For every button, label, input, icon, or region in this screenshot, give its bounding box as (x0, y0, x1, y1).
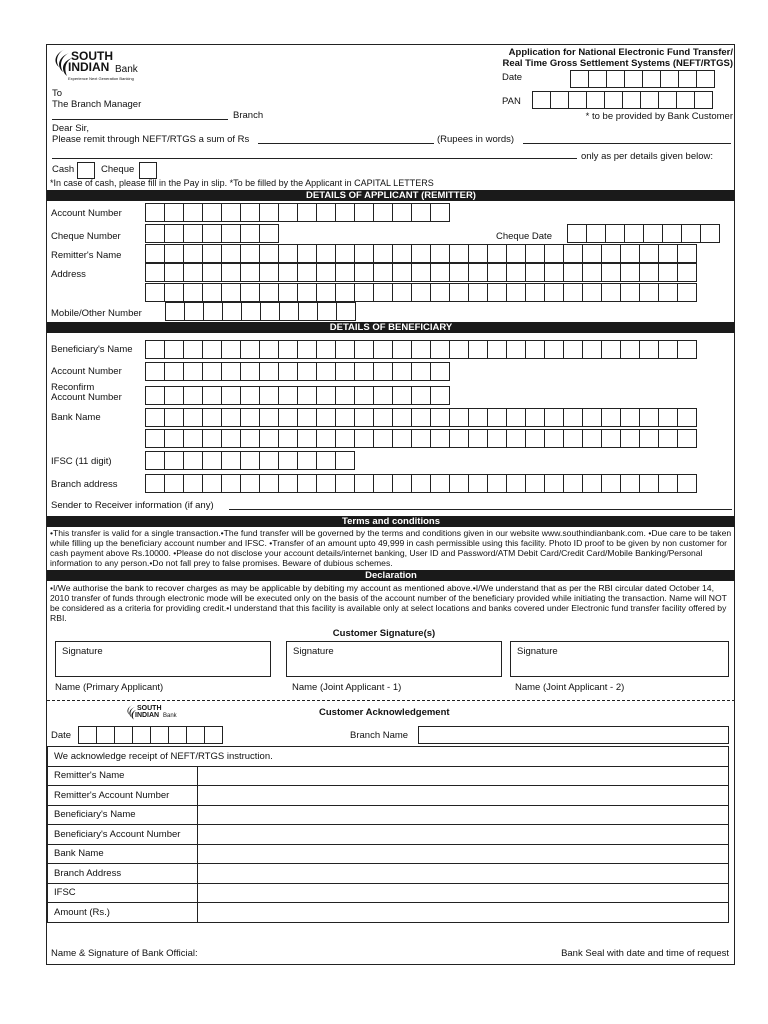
branch-line[interactable] (52, 119, 228, 120)
table-row (48, 805, 729, 825)
joint-applicant1-name-label: Name (Joint Applicant - 1) (292, 682, 402, 693)
terms-heading: Terms and conditions (47, 516, 735, 527)
declaration-heading: Declaration (47, 570, 735, 581)
logo-text-south: SOUTH (71, 49, 113, 63)
ack-date-label: Date (51, 730, 72, 741)
ben-account-number-label: Account Number (51, 366, 122, 377)
sender-info-label: Sender to Receiver information (if any) (51, 500, 214, 511)
ack-row-label: Beneficiary's Account Number (48, 825, 198, 845)
instruction-note: *In case of cash, please fill in the Pay in slip. *To be filled by the Applicant in CAPITAL LETTERS (50, 178, 434, 188)
ack-row-label: Remitter's Account Number (48, 786, 198, 806)
cheque-date-cells[interactable] (567, 224, 719, 243)
primary-applicant-name-label: Name (Primary Applicant) (55, 682, 164, 693)
remitter-name-cells[interactable] (145, 244, 696, 263)
customer-ack-heading: Customer Acknowledgement (319, 707, 450, 718)
declaration-text: •I/We authorise the bank to recover charges as may be applicable by debiting my account as mentioned above.•I/We understand that as per the RBI circular dated October 14, 2010 transfer of funds through electronic mode will be executed only on the basis of the account number of the beneficiary provided while initiating the transaction. Name will NOT be considered as a criteria for providing credit.•I understand that this facility is available only at select locations and banks covered under Electronic fund transfer facility offered by RBI. (50, 583, 727, 623)
beneficiary-name-cells[interactable] (145, 340, 696, 359)
ack-branch-name-label: Branch Name (350, 730, 409, 741)
ack-row-value[interactable] (198, 805, 729, 825)
ack-row-value[interactable] (198, 766, 729, 786)
table-row (48, 786, 729, 806)
logo-tagline: Experience Next Generation Banking (68, 76, 134, 81)
ack-branch-name-field[interactable] (418, 726, 729, 744)
ben-account-number-cells[interactable] (145, 362, 449, 381)
logo-text-bank: Bank (163, 713, 177, 719)
joint1-signature-box[interactable] (286, 641, 502, 677)
branch-manager-label: The Branch Manager (52, 99, 142, 110)
rupees-words-line-2[interactable] (52, 158, 577, 159)
sender-info-line[interactable] (229, 509, 732, 510)
ifsc-cells[interactable] (145, 451, 354, 470)
cheque-date-label: Cheque Date (496, 231, 552, 242)
bank-name-cells-row2[interactable] (145, 429, 696, 448)
branch-label: Branch (233, 110, 264, 121)
signature-label: Signature (293, 646, 334, 657)
logo-text-bank: Bank (115, 64, 138, 75)
logo-text-south: SOUTH (137, 705, 162, 712)
account-number-cells[interactable] (145, 203, 449, 222)
cash-checkbox[interactable] (77, 162, 95, 179)
table-row (48, 883, 729, 903)
ack-row-value[interactable] (198, 844, 729, 864)
form-title-line2: Real Time Gross Settlement Systems (NEFT/RTGS) (502, 58, 733, 69)
reconfirm-account-cells[interactable] (145, 386, 449, 405)
joint2-signature-box[interactable] (510, 641, 729, 677)
rupees-words-label: (Rupees in words) (437, 134, 515, 145)
ack-row-label: Amount (Rs.) (48, 903, 198, 923)
primary-signature-box[interactable] (55, 641, 271, 677)
applicant-section-heading: DETAILS OF APPLICANT (REMITTER) (47, 190, 735, 201)
bank-seal-label: Bank Seal with date and time of request (561, 948, 729, 959)
table-row (48, 903, 729, 923)
to-label: To (52, 88, 63, 99)
address-cells-row2[interactable] (145, 283, 696, 302)
ack-row-value[interactable] (198, 864, 729, 884)
ack-row-value[interactable] (198, 903, 729, 923)
salutation: Dear Sir, (52, 123, 89, 134)
date-cells[interactable] (570, 70, 714, 88)
table-row (48, 825, 729, 845)
pan-cells[interactable] (532, 91, 712, 109)
joint-applicant2-name-label: Name (Joint Applicant - 2) (515, 682, 625, 693)
bank-logo-small (125, 703, 185, 725)
cheque-label: Cheque (101, 164, 135, 175)
terms-text: •This transfer is valid for a single transaction.•The fund transfer will be governed by the terms and conditions given in our website www.southindianbank.com. •Due care to be taken while filling up the beneficiary account number and IFSC. •Transfer of an amount upto 49,999 in cash permissible using this facility. Photo ID proof to be given by non customer for cash payment above Rs.10000. •Please do not disclose your account details/internet banking, User ID and Password/ATM Debit Card/Credit Card/Mobile Banking/Personal information to any person.•Do not fall prey to false promises. Beware of dubious schemes. (50, 528, 732, 568)
ack-row-label: Branch Address (48, 864, 198, 884)
branch-address-label: Branch address (51, 479, 118, 490)
mobile-label: Mobile/Other Number (51, 308, 142, 319)
bank-name-label: Bank Name (51, 412, 101, 423)
logo-text-indian: INDIAN (135, 712, 160, 719)
reconfirm-account-label: Account Number (51, 392, 122, 403)
cash-label: Cash (52, 164, 75, 175)
pan-note: * to be provided by Bank Customer (585, 111, 733, 122)
beneficiary-section-heading: DETAILS OF BENEFICIARY (47, 322, 735, 333)
pan-label: PAN (502, 96, 521, 107)
only-label: only as per details given below: (581, 151, 714, 162)
ack-row-label: Bank Name (48, 844, 198, 864)
date-label: Date (502, 72, 523, 83)
amount-line[interactable] (258, 143, 434, 144)
logo-text-indian: INDIAN (68, 60, 110, 74)
ack-row-value[interactable] (198, 883, 729, 903)
cheque-checkbox[interactable] (139, 162, 157, 179)
reconfirm-label: Reconfirm (51, 382, 95, 393)
ack-row-label: Remitter's Name (48, 766, 198, 786)
bank-official-label: Name & Signature of Bank Official: (51, 948, 198, 959)
ack-row-value[interactable] (198, 825, 729, 845)
mobile-cells[interactable] (165, 302, 355, 321)
ack-row-label: Beneficiary's Name (48, 805, 198, 825)
ack-receipt-text: We acknowledge receipt of NEFT/RTGS instruction. (48, 747, 729, 767)
cheque-number-label: Cheque Number (51, 231, 121, 242)
bank-name-cells-row1[interactable] (145, 408, 696, 427)
signature-label: Signature (517, 646, 558, 657)
remitter-name-label: Remitter's Name (51, 250, 122, 261)
address-cells-row1[interactable] (145, 263, 696, 282)
bank-logo (51, 47, 151, 87)
signature-label: Signature (62, 646, 103, 657)
cheque-number-cells[interactable] (145, 224, 278, 243)
form-title-line1: Application for National Electronic Fund Transfer/ (508, 47, 733, 58)
rupees-words-line[interactable] (523, 143, 731, 144)
ack-row-value[interactable] (198, 786, 729, 806)
customer-signatures-heading: Customer Signature(s) (332, 628, 436, 639)
ifsc-label: IFSC (11 digit) (51, 456, 112, 467)
ack-date-cells[interactable] (78, 726, 222, 744)
acknowledgement-table (47, 746, 729, 923)
address-label: Address (51, 269, 86, 280)
cut-line (47, 700, 735, 701)
ack-row-label: IFSC (48, 883, 198, 903)
table-row (48, 844, 729, 864)
account-number-label: Account Number (51, 208, 122, 219)
table-row (48, 766, 729, 786)
table-row (48, 864, 729, 884)
branch-address-cells[interactable] (145, 474, 696, 493)
remit-label: Please remit through NEFT/RTGS a sum of Rs (52, 134, 250, 145)
beneficiary-name-label: Beneficiary's Name (51, 344, 133, 355)
